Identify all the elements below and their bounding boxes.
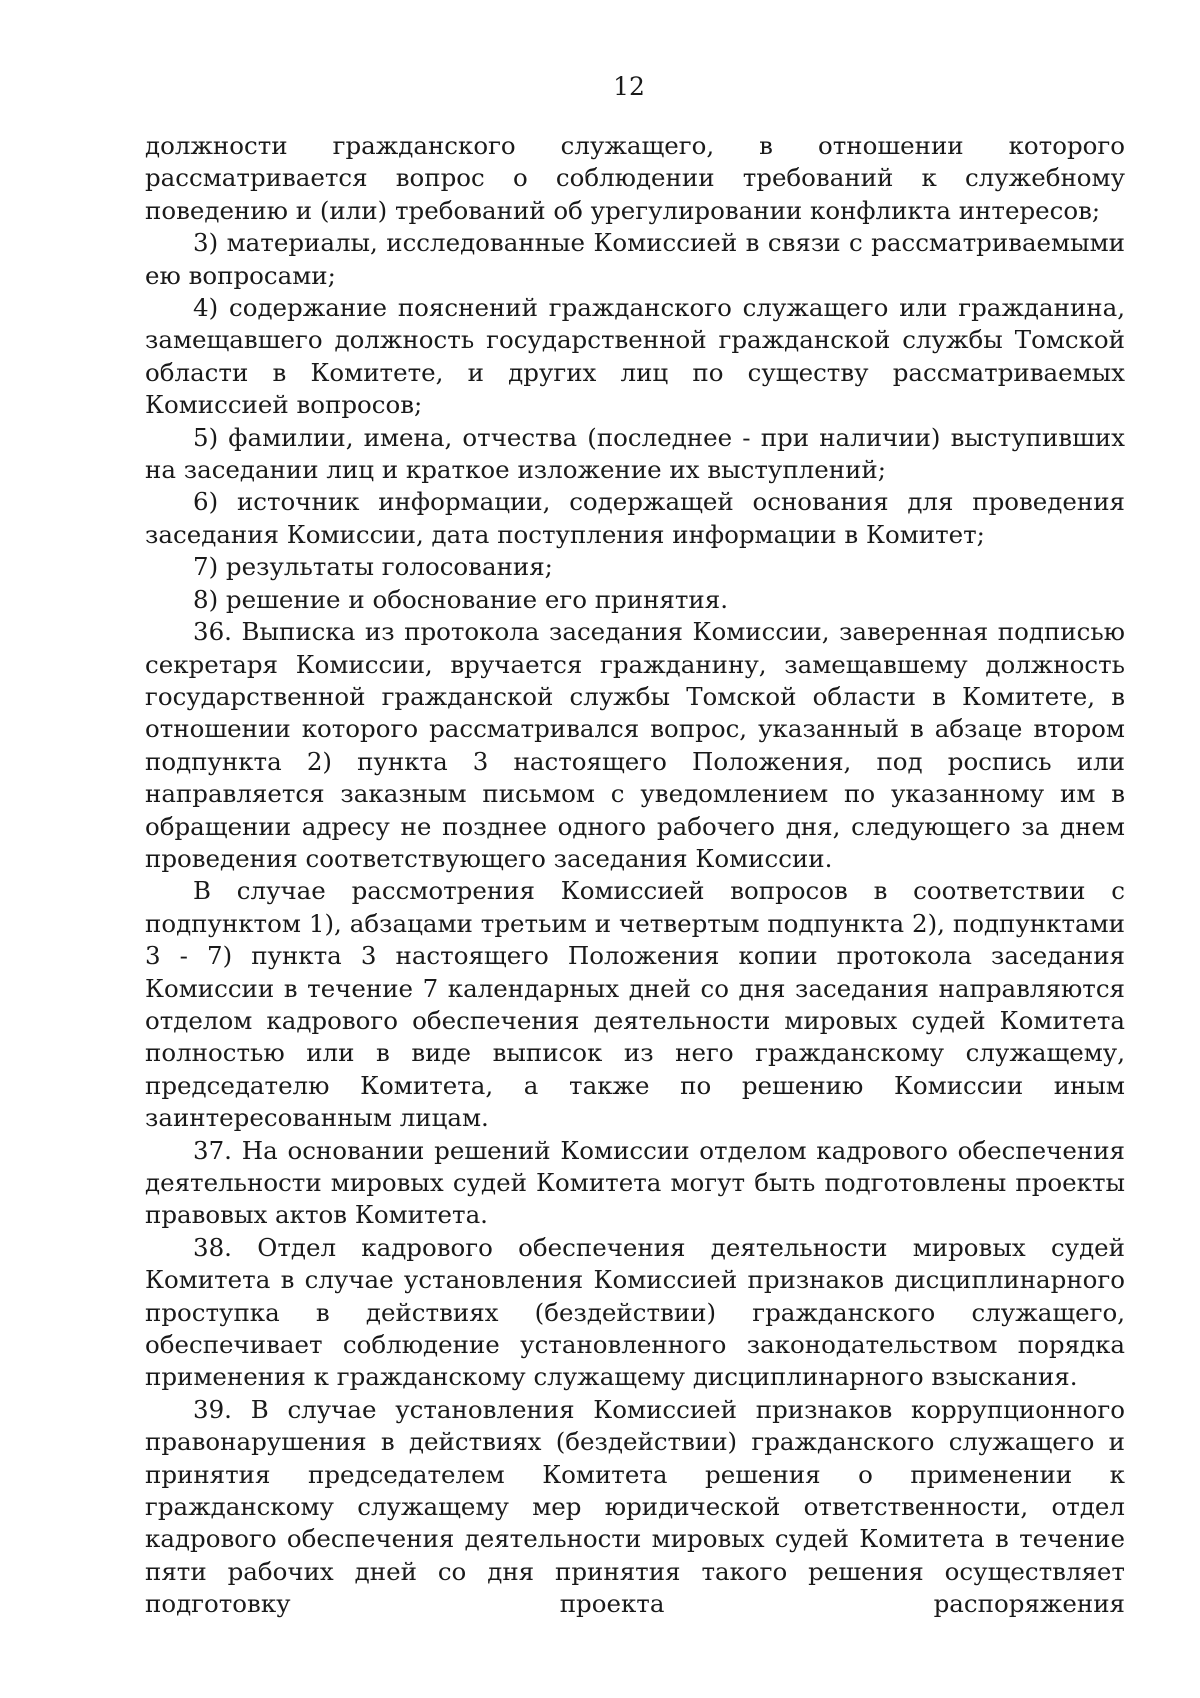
paragraph-clause-37: 37. На основании решений Комиссии отделом кадрового обеспечения деятельности мировых судей Комитета могут быть подготовлены проекты правовых актов Комитета. [145,1135,1125,1230]
paragraph-clause-36: 36. Выписка из протокола заседания Комиссии, заверенная подписью секретаря Комиссии, вручается гражданину, замещавшему должность государственной гражданской службы Томской области в Комитете, в отношении которого рассматривался вопрос, указанный в абзаце втором подпункта 2) пункта 3 настоящего Положения, под роспись или направляется заказным письмом с уведомлением по указанному им в обращении адресу не позднее одного рабочего дня, следующего за днем проведения соответствующего заседания Комиссии. [145,617,1125,873]
paragraph-continuation: должности гражданского служащего, в отношении которого рассматривается вопрос о соблюдении требований к служебному поведению и (или) требований об урегулировании конфликта интересов; [145,131,1125,225]
paragraph-item-3: 3) материалы, исследованные Комиссией в связи с рассматриваемыми ею вопросами; [145,228,1125,290]
paragraph-item-6: 6) источник информации, содержащей основания для проведения заседания Комиссии, дата поступления информации в Комитет; [145,487,1125,549]
document-body [145,130,1125,1621]
paragraph-item-7: 7) результаты голосования; [193,552,553,582]
paragraph-clause-39: 39. В случае установления Комиссией признаков коррупционного правонарушения в действиях (бездействии) гражданского служащего и принятия председателем Комитета решения о применении к гражданскому служащему мер юридической ответственности, отдел кадрового обеспечения деятельности мировых судей Комитета в течение пяти рабочих дней со дня принятия такого решения осуществляет подготовку проекта распоряжения [145,1394,1125,1619]
paragraph-clause-36-cont: В случае рассмотрения Комиссией вопросов в соответствии с подпунктом 1), абзацами третьим и четвертым подпункта 2), подпунктами 3 - 7) пункта 3 настоящего Положения копии протокола заседания Комиссии в течение 7 календарных дней со дня заседания направляются отделом кадрового обеспечения деятельности мировых судей Комитета полностью или в виде выписок из него гражданскому служащему, председателю Комитета, а также по решению Комиссии иным заинтересованным лицам. [145,876,1125,1133]
paragraph-item-5: 5) фамилии, имена, отчества (последнее - при наличии) выступивших на заседании лиц и краткое изложение их выступлений; [145,422,1125,485]
paragraph-clause-38: 38. Отдел кадрового обеспечения деятельности мировых судей Комитета в случае установления Комиссией признаков дисциплинарного проступка в действиях (бездействии) гражданского служащего, обеспечивает соблюдение установленного законодательством порядка применения к гражданскому служащему дисциплинарного взыскания. [145,1232,1125,1392]
page-number: 12 [613,72,645,101]
paragraph-item-8: 8) решение и обоснование его принятия. [193,584,728,614]
paragraph-item-4: 4) содержание пояснений гражданского служащего или гражданина, замещавшего должность государственной гражданской службы Томской области в Комитете, и других лиц по существу рассматриваемых Комиссией вопросов; [145,293,1125,420]
